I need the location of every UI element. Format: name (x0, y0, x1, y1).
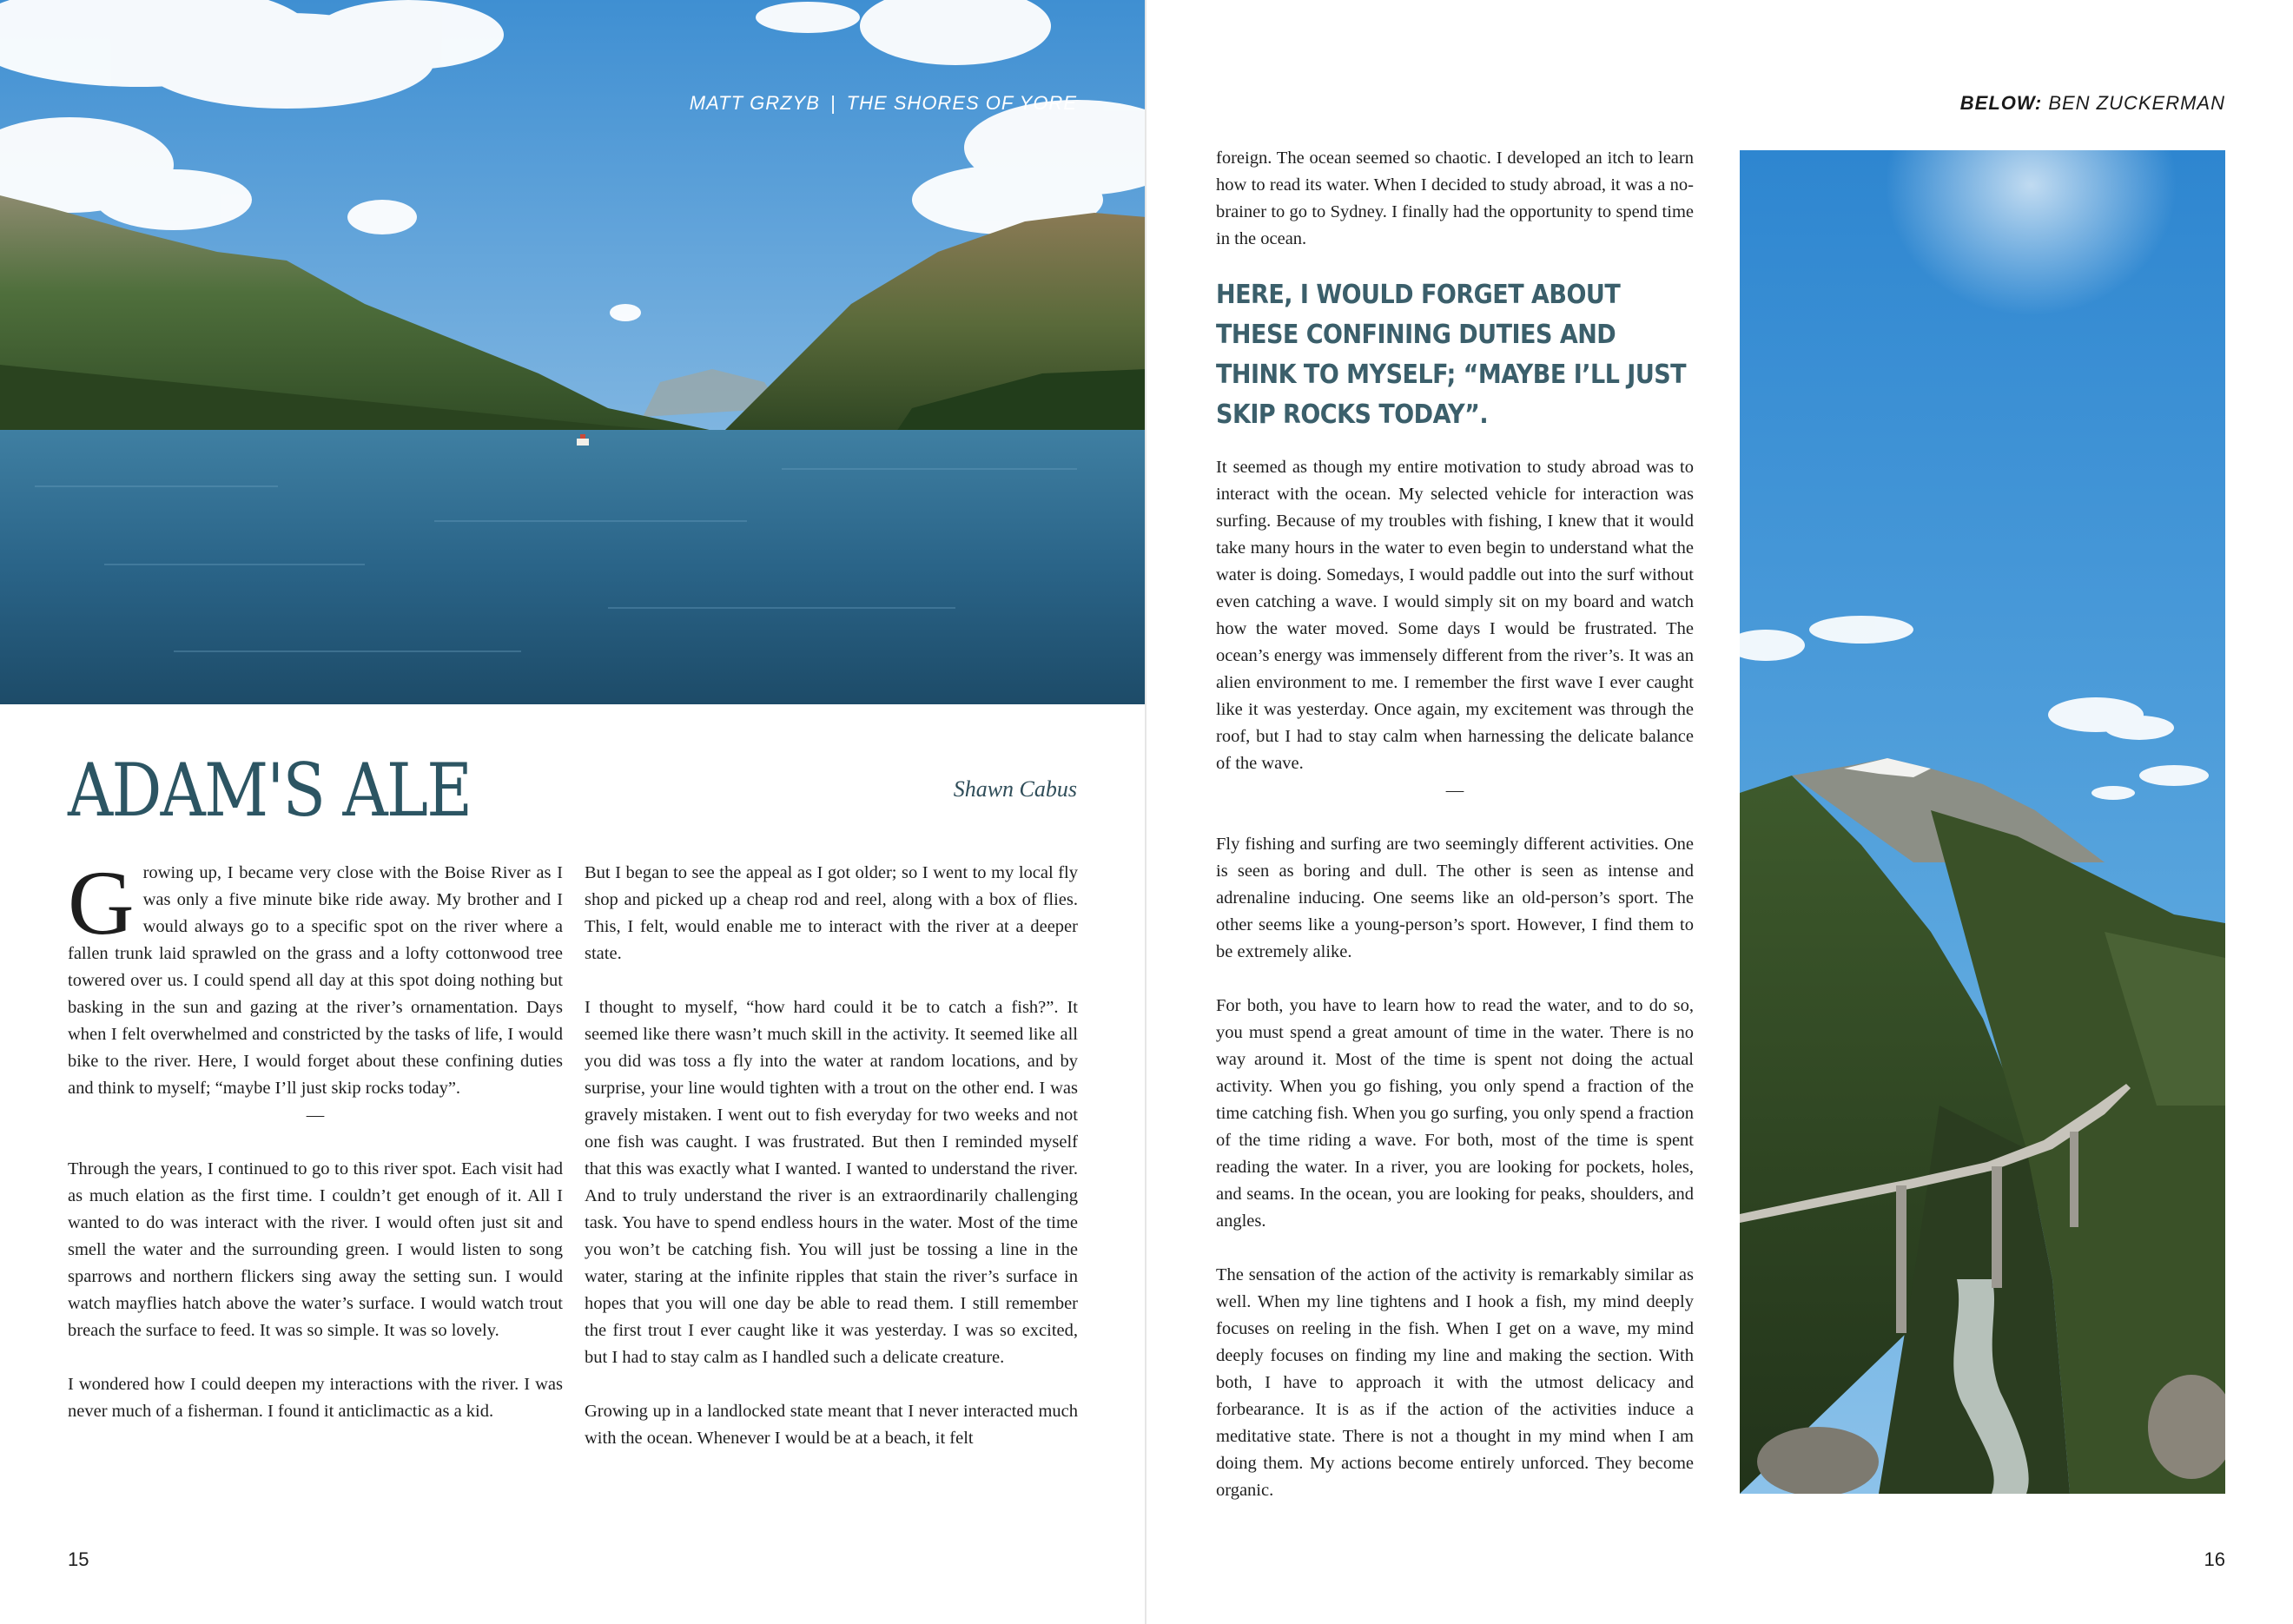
page-number-right: 16 (2204, 1548, 2225, 1570)
photo-byline (690, 92, 1077, 115)
byline-author: MATT GRZYB (689, 92, 820, 114)
paragraph: foreign. The ocean seemed so chaotic. I developed an itch to learn how to read its water. When I decided to study abroad, it was a no-brainer to go to Sydney. I finally had the opportunity to spend time in the ocean. (1216, 149, 1694, 248)
photo-credit-name: BEN ZUCKERMAN (2048, 92, 2225, 114)
paragraph: But I began to see the appeal as I got older; so I went to my local fly shop and picked up a cheap rod and reel, along with a box of flies. This, I felt, would enable me to interact with the river at a deeper state. (585, 863, 1078, 963)
photo-credit-label: BELOW: (1959, 92, 2043, 114)
paragraph: For both, you have to learn how to read the water, and to do so, you must spend a great amount of time in the water. There is no way around it. Most of the time is spent not doing the actual activity. When you go fishing, you only spend a fraction of the time catching fish. When you go surfing, you only spend a fraction of the time riding a wave. For both, most of the time is spent reading the water. In a river, you are looking for pockets, holes, and seams. In the ocean, you are looking for peaks, shoulders, and angles. (1216, 996, 1694, 1231)
text-column-3 (1216, 145, 1694, 1504)
paragraph: I thought to myself, “how hard could it be to catch a fish?”. It seemed like there wasn’t much skill in the activity. It seemed like all you did was toss a fly into the water at random locations, and by surprise, your line would tighten with a trout on the other end. I was gravely mistaken. I went out to fish everyday for two weeks and not one fish was caught. I was frustrated. But then I reminded myself that this was exactly what I wanted. I wanted to understand the river. And to truly understand the river is an extraordinarily challenging task. You have to spend endless hours in the water. Most of the time you won’t be catching fish. You will just be tossing a line in the water, staring at the infinite ripples that stain the river’s surface in hopes that you will one day be able to read them. I still remember the first trout I ever caught like it was yesterday. I was so excited, but I had to stay calm as I handled such a delicate creature. (585, 998, 1078, 1367)
paragraph: Fly fishing and surfing are two seemingly different activities. One is seen as boring and dull. The other is seen as intense and adrenaline inducing. One seems like an old-person’s sport. The other seems like a young-person’s sport. However, I find them to be extremely alike. (1216, 835, 1694, 961)
section-divider: — (306, 1106, 325, 1125)
paragraph: I wondered how I could deepen my interactions with the river. I was never much of a fisherman. I found it anticlimactic as a kid. (68, 1375, 563, 1421)
drop-cap: G (68, 852, 135, 954)
paragraph: Growing up in a landlocked state meant that I never interacted much with the ocean. Whenever I would be at a beach, it felt (585, 1402, 1078, 1448)
left-page (0, 0, 1146, 1624)
valley-bridge-photo (1740, 150, 2225, 1494)
pull-quote: HERE, I WOULD FORGET ABOUT THESE CONFINING DUTIES AND THINK TO MYSELF; “MAYBE I’LL JUST SKIP ROCKS TODAY”. (1216, 280, 1687, 430)
paragraph: Through the years, I continued to go to this river spot. Each visit had as much elation as the first time. I couldn’t get enough of it. All I wanted to do was interact with the river. I would often just sit and smell the water and the surrounding green. I would listen to song sparrows and northern flickers sing away the setting sun. I would watch mayflies hatch above the water’s surface. I would watch trout breach the surface to feed. It was so simple. It was so lovely. (68, 1159, 563, 1340)
text-column-2 (585, 860, 1078, 1452)
byline-series-title: THE SHORES OF YORE (846, 92, 1077, 114)
paragraph: It seemed as though my entire motivation to study abroad was to interact with the ocean. My selected vehicle for interaction was surfing. Because of my troubles with fishing, I knew that it would take many hours in the water to even begin to understand what the water is doing. Somedays, I would paddle out into the surf without even catching a wave. I would simply sit on my board and watch how the water moved. Some days I would be frustrated. The ocean’s energy was immensely different from the river’s. It was an alien environment to me. I remember the first wave I ever caught like it was yesterday. Once again, my excitement was through the roof, but I had to stay calm when harnessing the delicate balance of the wave. (1216, 458, 1694, 773)
article-title: ADAM'S ALE (68, 748, 472, 833)
section-divider: — (1445, 781, 1464, 800)
page-number-left: 15 (68, 1548, 89, 1570)
paragraph: The sensation of the action of the activity is remarkably similar as well. When my line tightens and I hook a fish, my mind deeply focuses on reeling in the fish. When I get on a wave, my mind deeply focuses on finding my line and making the section. With both, I have to approach it with the utmost delicacy and forbearance. It is as if the action of the activities induce a meditative state. There is not a thought in my mind when I am doing them. My actions become entirely unforced. They become organic. (1216, 1265, 1694, 1500)
text-column-1 (68, 852, 563, 1425)
paragraph-text: rowing up, I became very close with the Boise River as I was only a five minute bike ride away. My brother and I would always go to a specific spot on the river where a fallen trunk laid sprawled on the grass and a lofty cottonwood tree towered over us. I could spend all day at this spot doing nothing but basking in the sun and gazing at the river’s ornamentation. Days when I felt overwhelmed and constricted by the tasks of life, I would bike to the river. Here, I would forget about these confining duties and think to myself; “maybe I’ll just skip rocks today”. (68, 863, 563, 1098)
article-author: Shawn Cabus (953, 776, 1077, 802)
photo-credit (1960, 92, 2225, 115)
byline-separator: | (829, 92, 836, 114)
paragraph (68, 852, 563, 1102)
